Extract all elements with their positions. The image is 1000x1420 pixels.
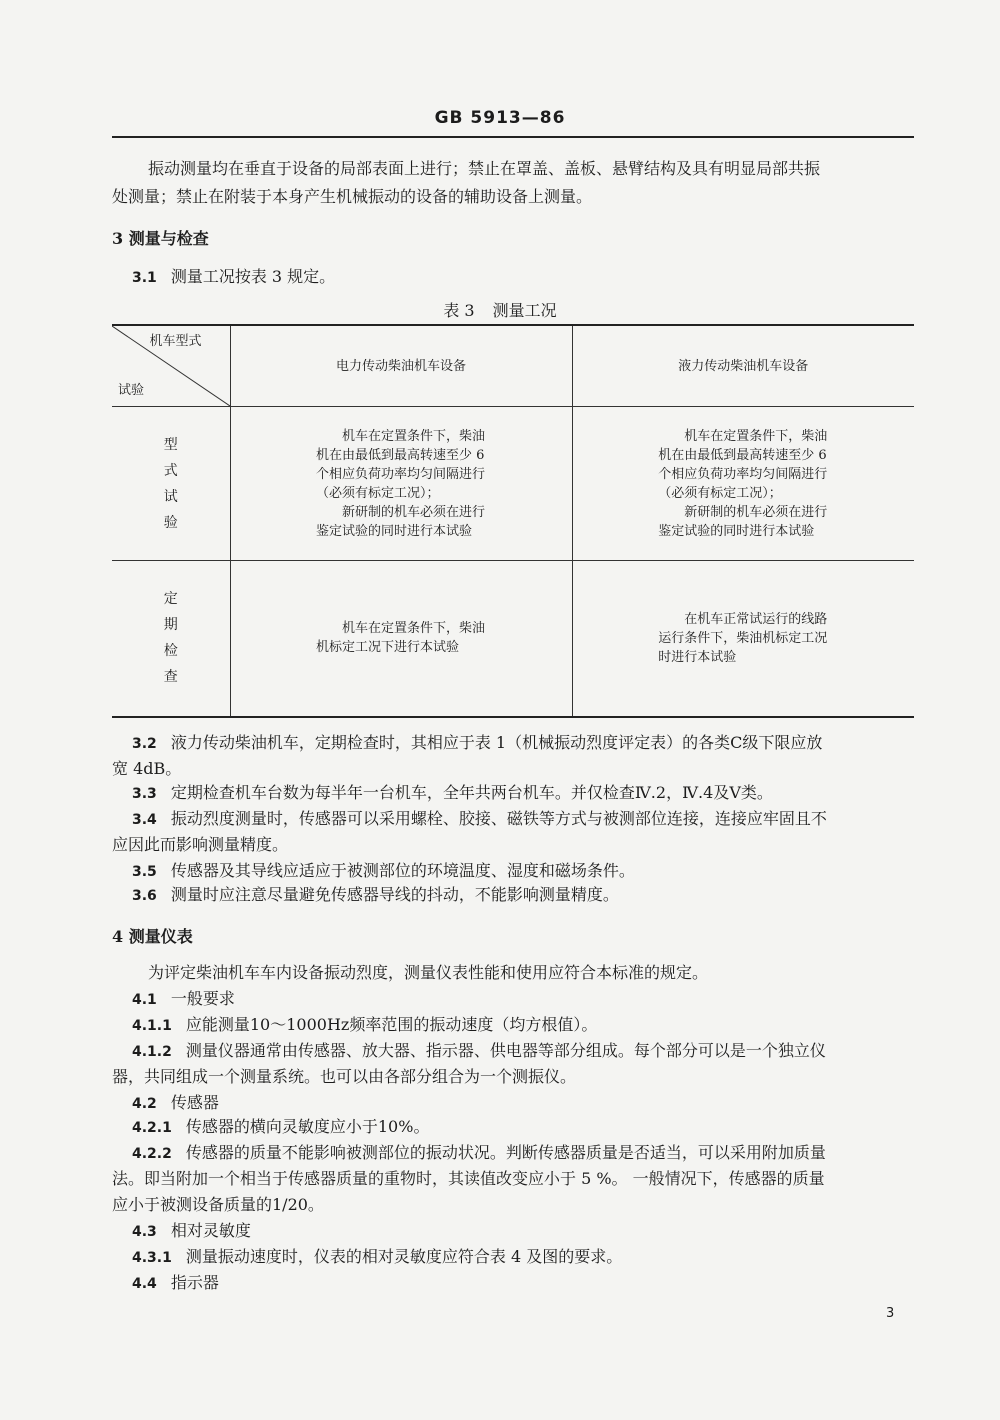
column-header-electric: 电力传动柴油机车设备 [230, 325, 572, 407]
clause-4-3-1 [132, 1244, 622, 1271]
clause-text: 一般要求 [170, 989, 235, 1008]
clause-text: 测量振动速度时，仪表的相对灵敏度应符合表 4 及图的要求。 [185, 1247, 623, 1266]
clause-text: 测量时应注意尽量避免传感器导线的抖动，不能影响测量精度。 [170, 885, 619, 904]
clause-number: 3.4 [132, 812, 157, 828]
clause-4-3 [132, 1218, 251, 1245]
clause-number: 4.1 [132, 992, 157, 1008]
corner-bottom-label: 试验 [118, 383, 145, 398]
row-label-char: 期 [163, 617, 178, 634]
row-label-type-test [112, 407, 230, 561]
clause-4-2-1 [132, 1114, 429, 1141]
clause-text: 液力传动柴油机车，定期检查时，其相应于表 1（机械振动烈度评定表）的各类C级下限应放 [170, 733, 823, 752]
column-header-hydraulic: 液力传动柴油机车设备 [572, 325, 914, 407]
clause-text: 应能测量10～1000Hz频率范围的振动速度（均方根值）。 [185, 1015, 598, 1034]
clause-text: 传感器 [170, 1093, 219, 1112]
clause-3-4 [132, 806, 827, 833]
clause-4-1 [132, 986, 235, 1013]
cell-periodic-hydraulic [572, 561, 914, 717]
cell-periodic-electric [230, 561, 572, 717]
cell-paragraph: 机车在定置条件下，柴油机标定工况下进行本试验 [316, 621, 486, 656]
clause-3-6 [132, 882, 619, 909]
cell-paragraph: 机车在定置条件下，柴油机在由最低到最高转速至少 6 个相应负荷功率均匀间隔进行（必须有标定工况）； [316, 428, 486, 501]
row-label-char: 式 [163, 462, 178, 479]
clause-4-2-2-continued-2: 应小于被测设备质量的1/20。 [112, 1195, 324, 1214]
clause-number: 3.2 [132, 736, 157, 752]
table-corner-cell [112, 325, 230, 407]
clause-3-2-continued: 宽 4dB。 [112, 759, 182, 778]
clause-text: 传感器及其导线应适应于被测部位的环境温度、湿度和磁场条件。 [170, 861, 635, 880]
clause-3-1 [132, 264, 335, 291]
row-label-periodic-check [112, 561, 230, 717]
clause-4-2-2-continued: 法。即当附加一个相当于传感器质量的重物时，其读值改变应小于 5 %。 一般情况下，传感器的质量 [112, 1169, 825, 1188]
row-label-char: 型 [163, 436, 178, 453]
cell-paragraph: 机车在定置条件下，柴油机在由最低到最高转速至少 6 个相应负荷功率均匀间隔进行（必须有标定工况）； [658, 428, 828, 501]
row-label-char: 检 [163, 643, 178, 660]
table-caption-title: 测量工况 [492, 301, 557, 320]
clause-number: 3.6 [132, 888, 157, 904]
cell-type-test-hydraulic [572, 407, 914, 561]
clause-number: 3.3 [132, 786, 157, 802]
clause-number: 3.1 [132, 270, 157, 286]
clause-text: 测量工况按表 3 规定。 [170, 267, 336, 286]
clause-number: 4.4 [132, 1276, 157, 1292]
clause-number: 4.1.2 [132, 1044, 172, 1060]
corner-top-label: 机车型式 [149, 334, 202, 349]
clause-text: 测量仪器通常由传感器、放大器、指示器、供电器等部分组成。每个部分可以是一个独立仪 [185, 1041, 826, 1060]
clause-4-1-1 [132, 1012, 597, 1039]
row-label-char: 查 [163, 669, 178, 686]
clause-number: 4.2.2 [132, 1146, 172, 1162]
cell-paragraph: 新研制的机车必须在进行鉴定试验的同时进行本试验 [658, 504, 828, 539]
section-4-heading: 4 测量仪表 [112, 927, 193, 946]
table-3-caption [0, 298, 1000, 321]
clause-4-4 [132, 1270, 219, 1297]
clause-number: 3.5 [132, 864, 157, 880]
clause-3-3 [132, 780, 773, 807]
clause-4-2-2 [132, 1140, 826, 1167]
row-label-char: 试 [163, 488, 178, 505]
row-label-char: 验 [163, 514, 178, 531]
clause-3-5 [132, 858, 635, 885]
table-3 [112, 324, 914, 718]
clause-text: 传感器的横向灵敏度应小于10%。 [185, 1117, 430, 1136]
row-label-char: 定 [163, 591, 178, 608]
clause-text: 传感器的质量不能影响被测部位的振动状况。判断传感器质量是否适当，可以采用附加质量 [185, 1143, 826, 1162]
intro-line-2: 处测量；禁止在附装于本身产生机械振动的设备的辅助设备上测量。 [112, 187, 593, 206]
clause-text: 相对灵敏度 [170, 1221, 251, 1240]
clause-number: 4.2.1 [132, 1120, 172, 1136]
clause-4-2 [132, 1090, 219, 1117]
clause-number: 4.2 [132, 1096, 157, 1112]
cell-paragraph: 新研制的机车必须在进行鉴定试验的同时进行本试验 [316, 504, 486, 539]
header-rule [112, 136, 914, 138]
clause-3-4-continued: 应因此而影响测量精度。 [112, 835, 289, 854]
intro-line-1: 振动测量均在垂直于设备的局部表面上进行；禁止在罩盖、盖板、悬臂结构及具有明显局部共振 [148, 159, 821, 178]
clause-3-2 [132, 730, 822, 757]
section-4-intro: 为评定柴油机车车内设备振动烈度，测量仪表性能和使用应符合本标准的规定。 [148, 963, 709, 982]
clause-4-1-2 [132, 1038, 826, 1065]
cell-type-test-electric [230, 407, 572, 561]
clause-text: 定期检查机车台数为每半年一台机车，全年共两台机车。并仅检查Ⅳ.2，Ⅳ.4及Ⅴ类。 [170, 783, 773, 802]
clause-number: 4.1.1 [132, 1018, 172, 1034]
standard-code-header: GB 5913—86 [434, 108, 566, 128]
cell-paragraph: 在机车正常试运行的线路运行条件下，柴油机标定工况时进行本试验 [658, 611, 828, 665]
page-number: 3 [886, 1306, 895, 1321]
clause-number: 4.3 [132, 1224, 157, 1240]
clause-4-1-2-continued: 器，共同组成一个测量系统。也可以由各部分组合为一个测振仪。 [112, 1067, 577, 1086]
section-3-heading: 3 测量与检查 [112, 229, 209, 248]
clause-text: 振动烈度测量时，传感器可以采用螺栓、胶接、磁铁等方式与被测部位连接，连接应牢固且不 [170, 809, 827, 828]
clause-number: 4.3.1 [132, 1250, 172, 1266]
table-caption-number: 表 3 [443, 301, 475, 320]
clause-text: 指示器 [170, 1273, 219, 1292]
